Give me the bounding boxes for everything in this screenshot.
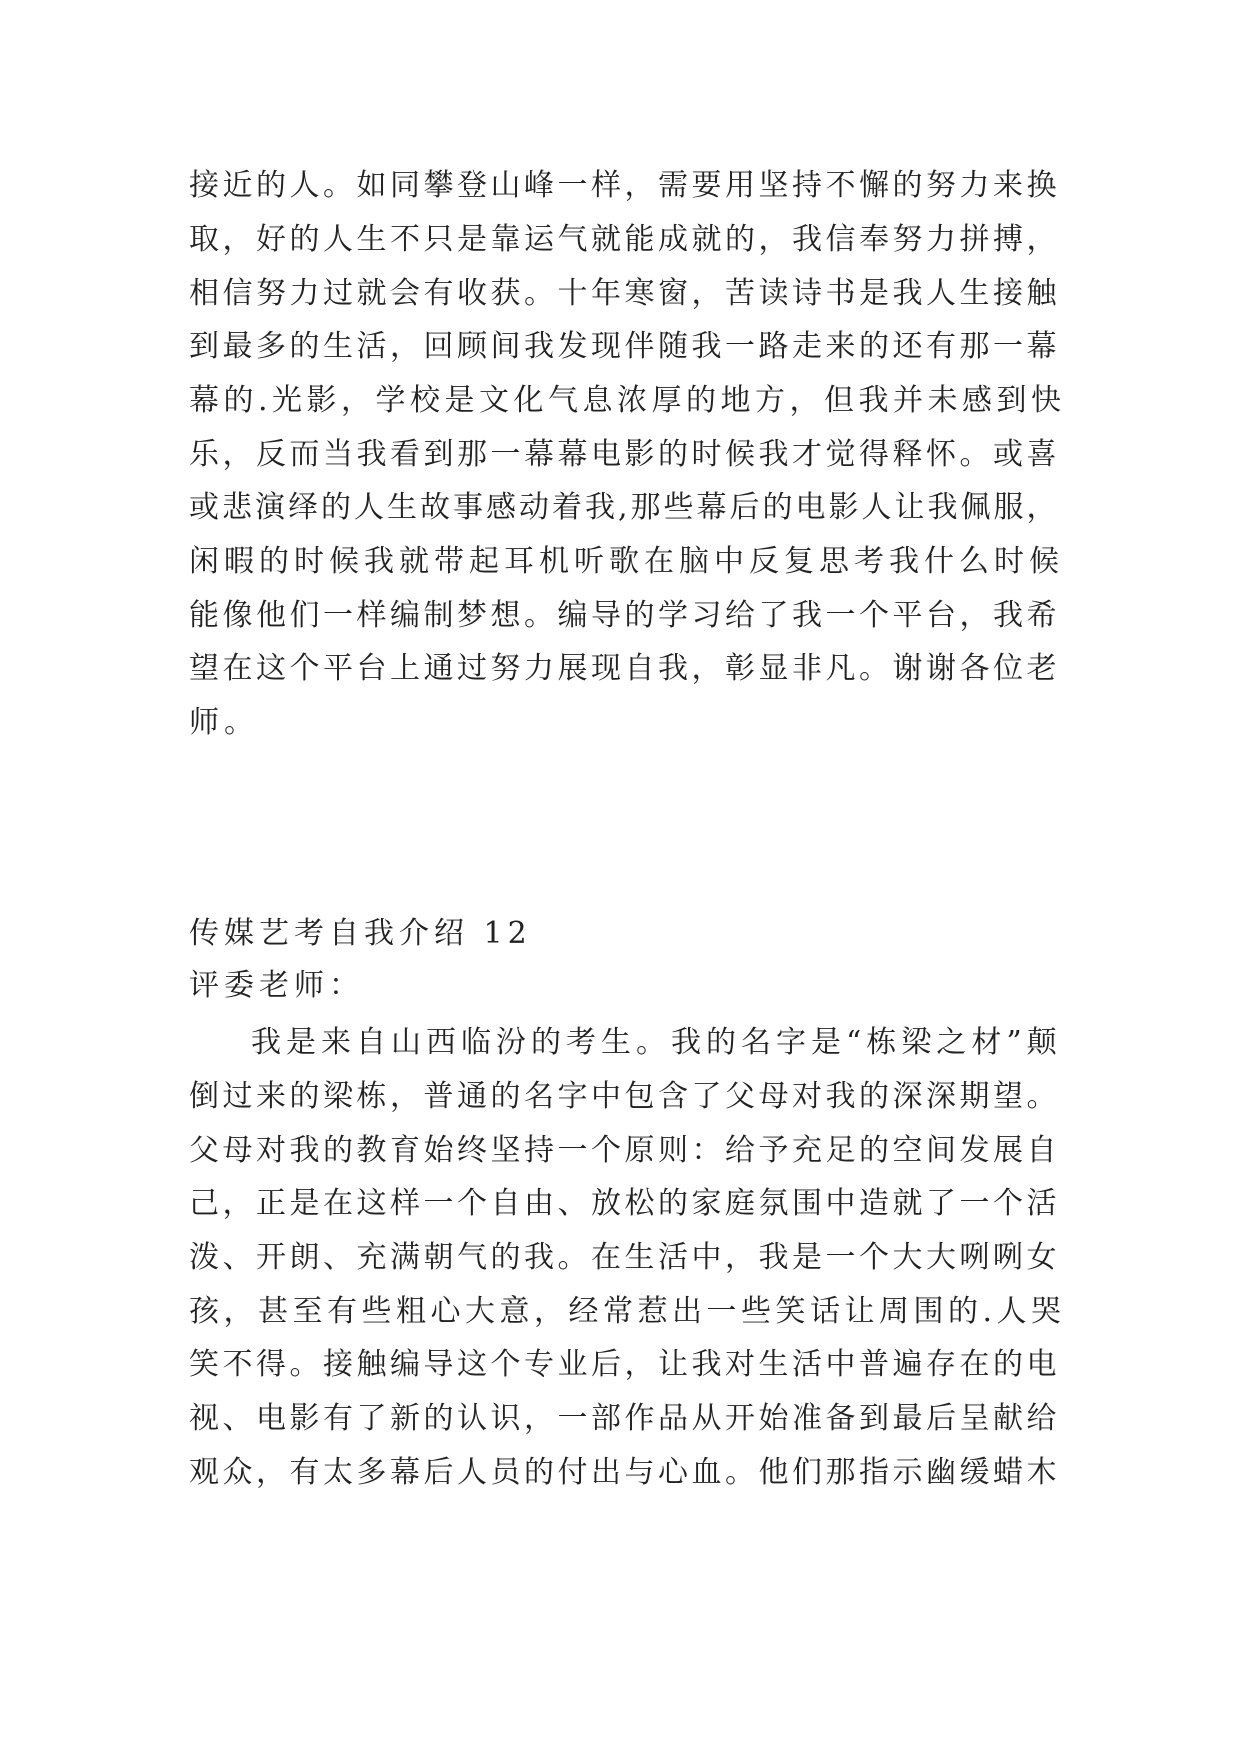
paragraph-line: 幕的.光影，学校是文化气息浓厚的地方，但我并未感到快 <box>189 383 1066 418</box>
salutation: 评委老师： <box>189 968 364 1003</box>
paragraph-line: 接近的人。如同攀登山峰一样，需要用坚持不懈的努力来换 <box>189 168 1060 203</box>
paragraph-line: 师。 <box>189 705 259 740</box>
paragraph-line: 观众，有太多幕后人员的付出与心血。他们那指示幽缓蜡木 <box>189 1455 1060 1490</box>
paragraph-line: 望在这个平台上通过努力展现自我，彰显非凡。谢谢各位老 <box>189 651 1060 686</box>
paragraph-line: 能像他们一样编制梦想。编导的学习给了我一个平台，我希 <box>189 598 1060 633</box>
paragraph-line: 我是来自山西临汾的考生。我的名字是“栋梁之材”颠 <box>251 1025 1062 1060</box>
paragraph-line: 取，好的人生不只是靠运气就能成就的，我信奉努力拼搏， <box>189 222 1060 257</box>
paragraph-line: 父母对我的教育始终坚持一个原则：给予充足的空间发展自 <box>189 1133 1060 1168</box>
paragraph-line: 相信努力过就会有收获。十年寒窗，苦读诗书是我人生接触 <box>189 276 1060 311</box>
paragraph-line: 闲暇的时候我就带起耳机听歌在脑中反复思考我什么时候 <box>189 544 1064 579</box>
paragraph-line: 泼、开朗、充满朝气的我。在生活中，我是一个大大咧咧女 <box>189 1240 1060 1275</box>
paragraph-line: 笑不得。接触编导这个专业后，让我对生活中普遍存在的电 <box>189 1347 1060 1382</box>
paragraph-line: 视、电影有了新的认识，一部作品从开始准备到最后呈献给 <box>189 1401 1060 1436</box>
paragraph-line: 乐，反而当我看到那一幕幕电影的时候我才觉得释怀。或喜 <box>189 437 1060 472</box>
paragraph-line: 或悲演绎的人生故事感动着我,那些幕后的电影人让我佩服， <box>189 490 1060 525</box>
section-title: 传媒艺考自我介绍 12 <box>189 916 532 951</box>
paragraph-line: 己，正是在这样一个自由、放松的家庭氛围中造就了一个活 <box>189 1186 1060 1221</box>
paragraph-line: 到最多的生活，回顾间我发现伴随我一路走来的还有那一幕 <box>189 329 1060 364</box>
paragraph-line: 倒过来的梁栋，普通的名字中包含了父母对我的深深期望。 <box>189 1079 1060 1114</box>
paragraph-line: 孩，甚至有些粗心大意，经常惹出一些笑话让周围的.人哭 <box>189 1294 1066 1329</box>
